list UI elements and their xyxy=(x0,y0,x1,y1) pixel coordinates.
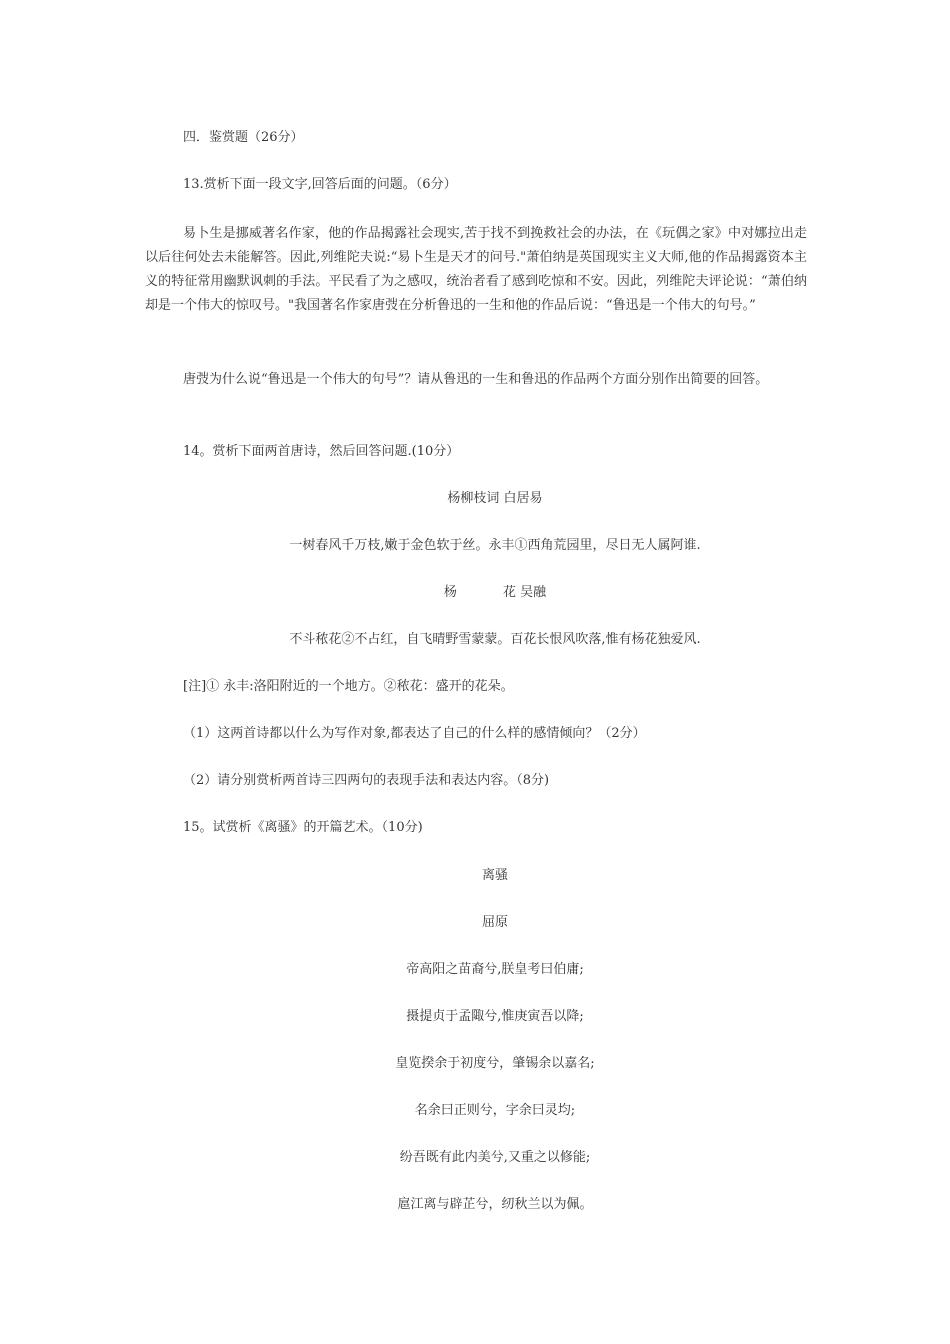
poem2-text: 不斗秾花②不占红，自飞晴野雪蒙蒙。百花长恨风吹落,惟有杨花独爱风. xyxy=(289,632,701,647)
poem-title: 离骚 xyxy=(481,868,508,883)
poem-line: 皇览揆余于初度兮，肇锡余以嘉名; xyxy=(395,1056,595,1071)
poem1-title: 杨柳枝词 白居易 xyxy=(447,491,543,506)
poem2-title xyxy=(145,583,845,602)
q14-note: [注]① 永丰:洛阳附近的一个地方。②秾花：盛开的花朵。 xyxy=(183,679,514,694)
poem-line: 名余曰正则兮，字余曰灵均; xyxy=(414,1103,576,1118)
q15-prompt: 15。试赏析《离骚》的开篇艺术。（10分) xyxy=(183,820,423,835)
q13-prompt: 13.赏析下面一段文字,回答后面的问题。（6分） xyxy=(183,177,457,192)
section-heading: 四．鉴赏题（26分） xyxy=(183,130,304,145)
poem2-title-part-a: 杨 xyxy=(443,585,457,600)
q14-sub-question-1: （1）这两首诗都以什么为写作对象,都表达了自己的什么样的感情倾向？（2分） xyxy=(183,726,646,741)
poem-line: 扈江离与辟芷兮，纫秋兰以为佩。 xyxy=(397,1197,593,1212)
poem-line: 纷吾既有此内美兮,又重之以修能; xyxy=(399,1150,591,1165)
q14-prompt: 14。赏析下面两首唐诗，然后回答问题.(10分） xyxy=(183,444,460,459)
poem-line: 帝高阳之苗裔兮,朕皇考曰伯庸; xyxy=(406,962,584,977)
poem2-title-part-b: 花 吴融 xyxy=(502,585,547,600)
poem-line: 摄提贞于孟陬兮,惟庚寅吾以降; xyxy=(406,1009,584,1024)
q14-sub-question-2: （2）请分别赏析两首诗三四两句的表现手法和表达内容。（8分) xyxy=(183,773,550,788)
poem1-text: 一树春风千万枝,嫩于金色软于丝。永丰①西角荒园里，尽日无人属阿谁. xyxy=(289,538,701,553)
poem-author: 屈原 xyxy=(481,915,508,930)
q13-passage: 易卜生是挪威著名作家，他的作品揭露社会现实,苦于找不到挽救社会的办法，在《玩偶之家》中对娜拉出走以后往何处去未能解答。因此,列维陀夫说:“易卜生是天才的问号."萧伯纳是英国现实主义大师,他的作品揭露资本主义的特征常用幽默讽刺的手法。平民看了为之感叹，统治者看了感到吃惊和不安。因此，列维陀夫评论说：“萧伯纳却是一个伟大的惊叹号。"我国著名作家唐弢在分析鲁迅的一生和他的作品后说：“鲁迅是一个伟大的句号。” xyxy=(145,226,807,313)
q13-question: 唐弢为什么说“鲁迅是一个伟大的句号”？请从鲁迅的一生和鲁迅的作品两个方面分别作出简要的回答。 xyxy=(183,372,769,387)
